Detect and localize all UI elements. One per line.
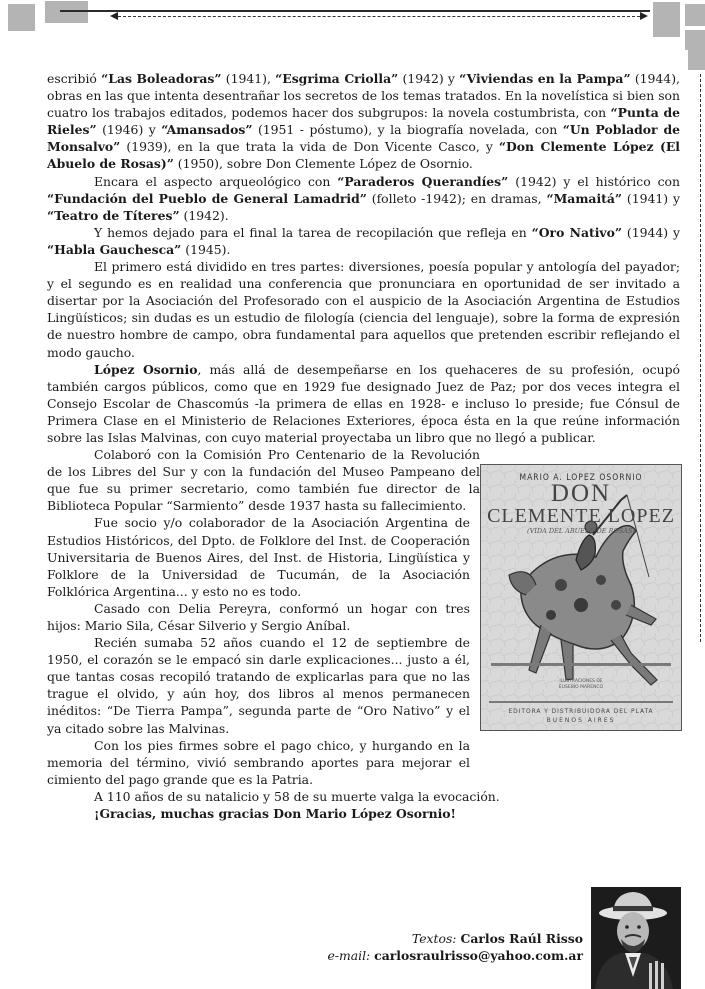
book-subtitle: (VIDA DEL ABUELO DE ROSAS)	[527, 527, 635, 535]
paragraph-works: escribió “Las Boleadoras” (1941), “Esgrima Criolla” (1942) y “Viviendas en la Pampa” (1944), obras en las que intenta desentrañar los secretos de los temas tratados. En la novelística si bien son cuatro los trabajos editados, podemos hacer dos subgrupos: la novela costumbrista, con “Punta de Rieles” (1946) y “Amansados” (1951 - póstumo), y la biografía novelada, con “Un Poblador de Monsalvo” (1939), en la que trata la vida de Don Vicente Casco, y “Don Clemente López (El Abuelo de Rosas)” (1950), sobre Don Clemente López de Osornio.	[47, 71, 680, 172]
credits-email-line	[327, 947, 583, 964]
paragraph-legacy: Con los pies firmes sobre el pago chico, y hurgando en la memoria del término, vivió sembrando aportes para mejorar el cimiento del pago grande que es la Patria.	[47, 737, 470, 787]
corner-square-right-3	[685, 30, 705, 50]
header-rule	[60, 10, 650, 12]
book-author: MARIO A. LOPEZ OSORNIO	[519, 473, 643, 483]
paragraph-death: Recién sumaba 52 años cuando el 12 de septiembre de 1950, el corazón se le empacó sin darle explicaciones... justo a él, que tantas cosas recopiló tratando de explicarlas para que no las trague el olvido, y aún hoy, dos libros al menos permanecen inéditos: “De Tierra Pampa”, segunda parte de “Oro Nativo” y el ya citado sobre las Malvinas.	[47, 635, 470, 736]
corner-square-left-2	[45, 1, 88, 23]
side-dashed-line	[700, 74, 701, 642]
book-cover-image	[480, 464, 682, 731]
book-publisher: EDITORA Y DISTRIBUIDORA DEL PLATA	[508, 707, 654, 715]
paragraph-associations: Fue socio y/o colaborador de la Asociación Argentina de Estudios Históricos, del Dpto. de Folklore del Inst. de Cooperación Universitaria de Buenos Aires, del Inst. de Historia, Lingüística y Folklore de la Universidad de Tucumán, de la Asociación Folklórica Argentina... y esto no es todo.	[47, 515, 470, 599]
arrow-left-icon	[110, 12, 118, 20]
header-arrow-line	[118, 16, 640, 17]
paragraph-thanks: ¡Gracias, muchas gracias Don Mario López Osornio!	[94, 806, 456, 822]
book-illustrator: ILUSTRACIONES DE EUSEBIO MARENCO	[558, 679, 604, 690]
paragraph-evocation: A 110 años de su natalicio y 58 de su muerte valga la evocación.	[94, 788, 500, 804]
credits-author-line	[327, 930, 583, 947]
arrow-right-icon	[640, 12, 648, 20]
email-label: e-mail:	[327, 948, 371, 963]
paragraph-archaeology: Encara el aspecto arqueológico con “Paraderos Querandíes” (1942) y el histórico con “Fundación del Pueblo de General Lamadrid” (folleto -1942); en dramas, “Mamaitá” (1941) y “Teatro de Títeres” (1942).	[47, 173, 680, 223]
book-title-line1: DON	[550, 480, 612, 507]
corner-square-right-2	[685, 4, 705, 26]
author-photo	[591, 887, 681, 989]
paragraph-family: Casado con Delia Pereyra, conformó un hogar con tres hijos: Mario Sila, César Silverio y Sergio Aníbal.	[47, 600, 470, 633]
paragraph-public-office: López Osornio, más allá de desempeñarse en los quehaceres de su profesión, ocupó también cargos públicos, como que en 1929 fue designado Juez de Paz; por dos veces integra el Consejo Escolar de Chascomús -la primera de ellas en 1928- e incluso lo preside; fue Cónsul de Primera Clase en el Ministerio de Relaciones Exteriores, época ésta en la que reúne información sobre las Islas Malvinas, con cuyo material proyectaba un libro que no llegó a publicar.	[47, 361, 680, 445]
book-title-line2: CLEMENTE LOPEZ	[487, 505, 675, 527]
author-portrait	[591, 887, 681, 989]
corner-square-right	[653, 2, 680, 37]
author-name: Carlos Raúl Risso	[460, 931, 583, 946]
paragraph-museum: Colaboró con la Comisión Pro Centenario de la Revolución de los Libres del Sur y con la fundación del Museo Pampeano del que fue su primer secretario, como también fue director de la Biblioteca Popular “Sarmiento” desde 1937 hasta su fallecimiento.	[47, 447, 480, 514]
author-email: carlosraulrisso@yahoo.com.ar	[374, 948, 583, 963]
paragraph-oro-nativo: El primero está dividido en tres partes: diversiones, poesía popular y antología del payador; y el segundo es en realidad una conferencia que pronunciara en oportunidad de ser invitado a disertar por la Asociación del Profesorado con el auspicio de la Asociación Argentina de Estudios Lingüísticos; sin dudas es un estudio de filología (ciencia del lenguaje), sobre la forma de expresión de nuestro hombre de campo, obra fundamental para aquellos que pretenden escribir reflejando el modo gaucho.	[47, 259, 680, 360]
texts-label: Textos:	[411, 931, 457, 946]
author-credits	[327, 930, 583, 964]
paragraph-compilation: Y hemos dejado para el final la tarea de recopilación que refleja en “Oro Nativo” (1944) y “Habla Gauchesca” (1945).	[47, 224, 681, 257]
corner-square-right-4	[688, 50, 705, 70]
book-city: BUENOS AIRES	[546, 717, 616, 724]
corner-square-left	[8, 4, 35, 31]
